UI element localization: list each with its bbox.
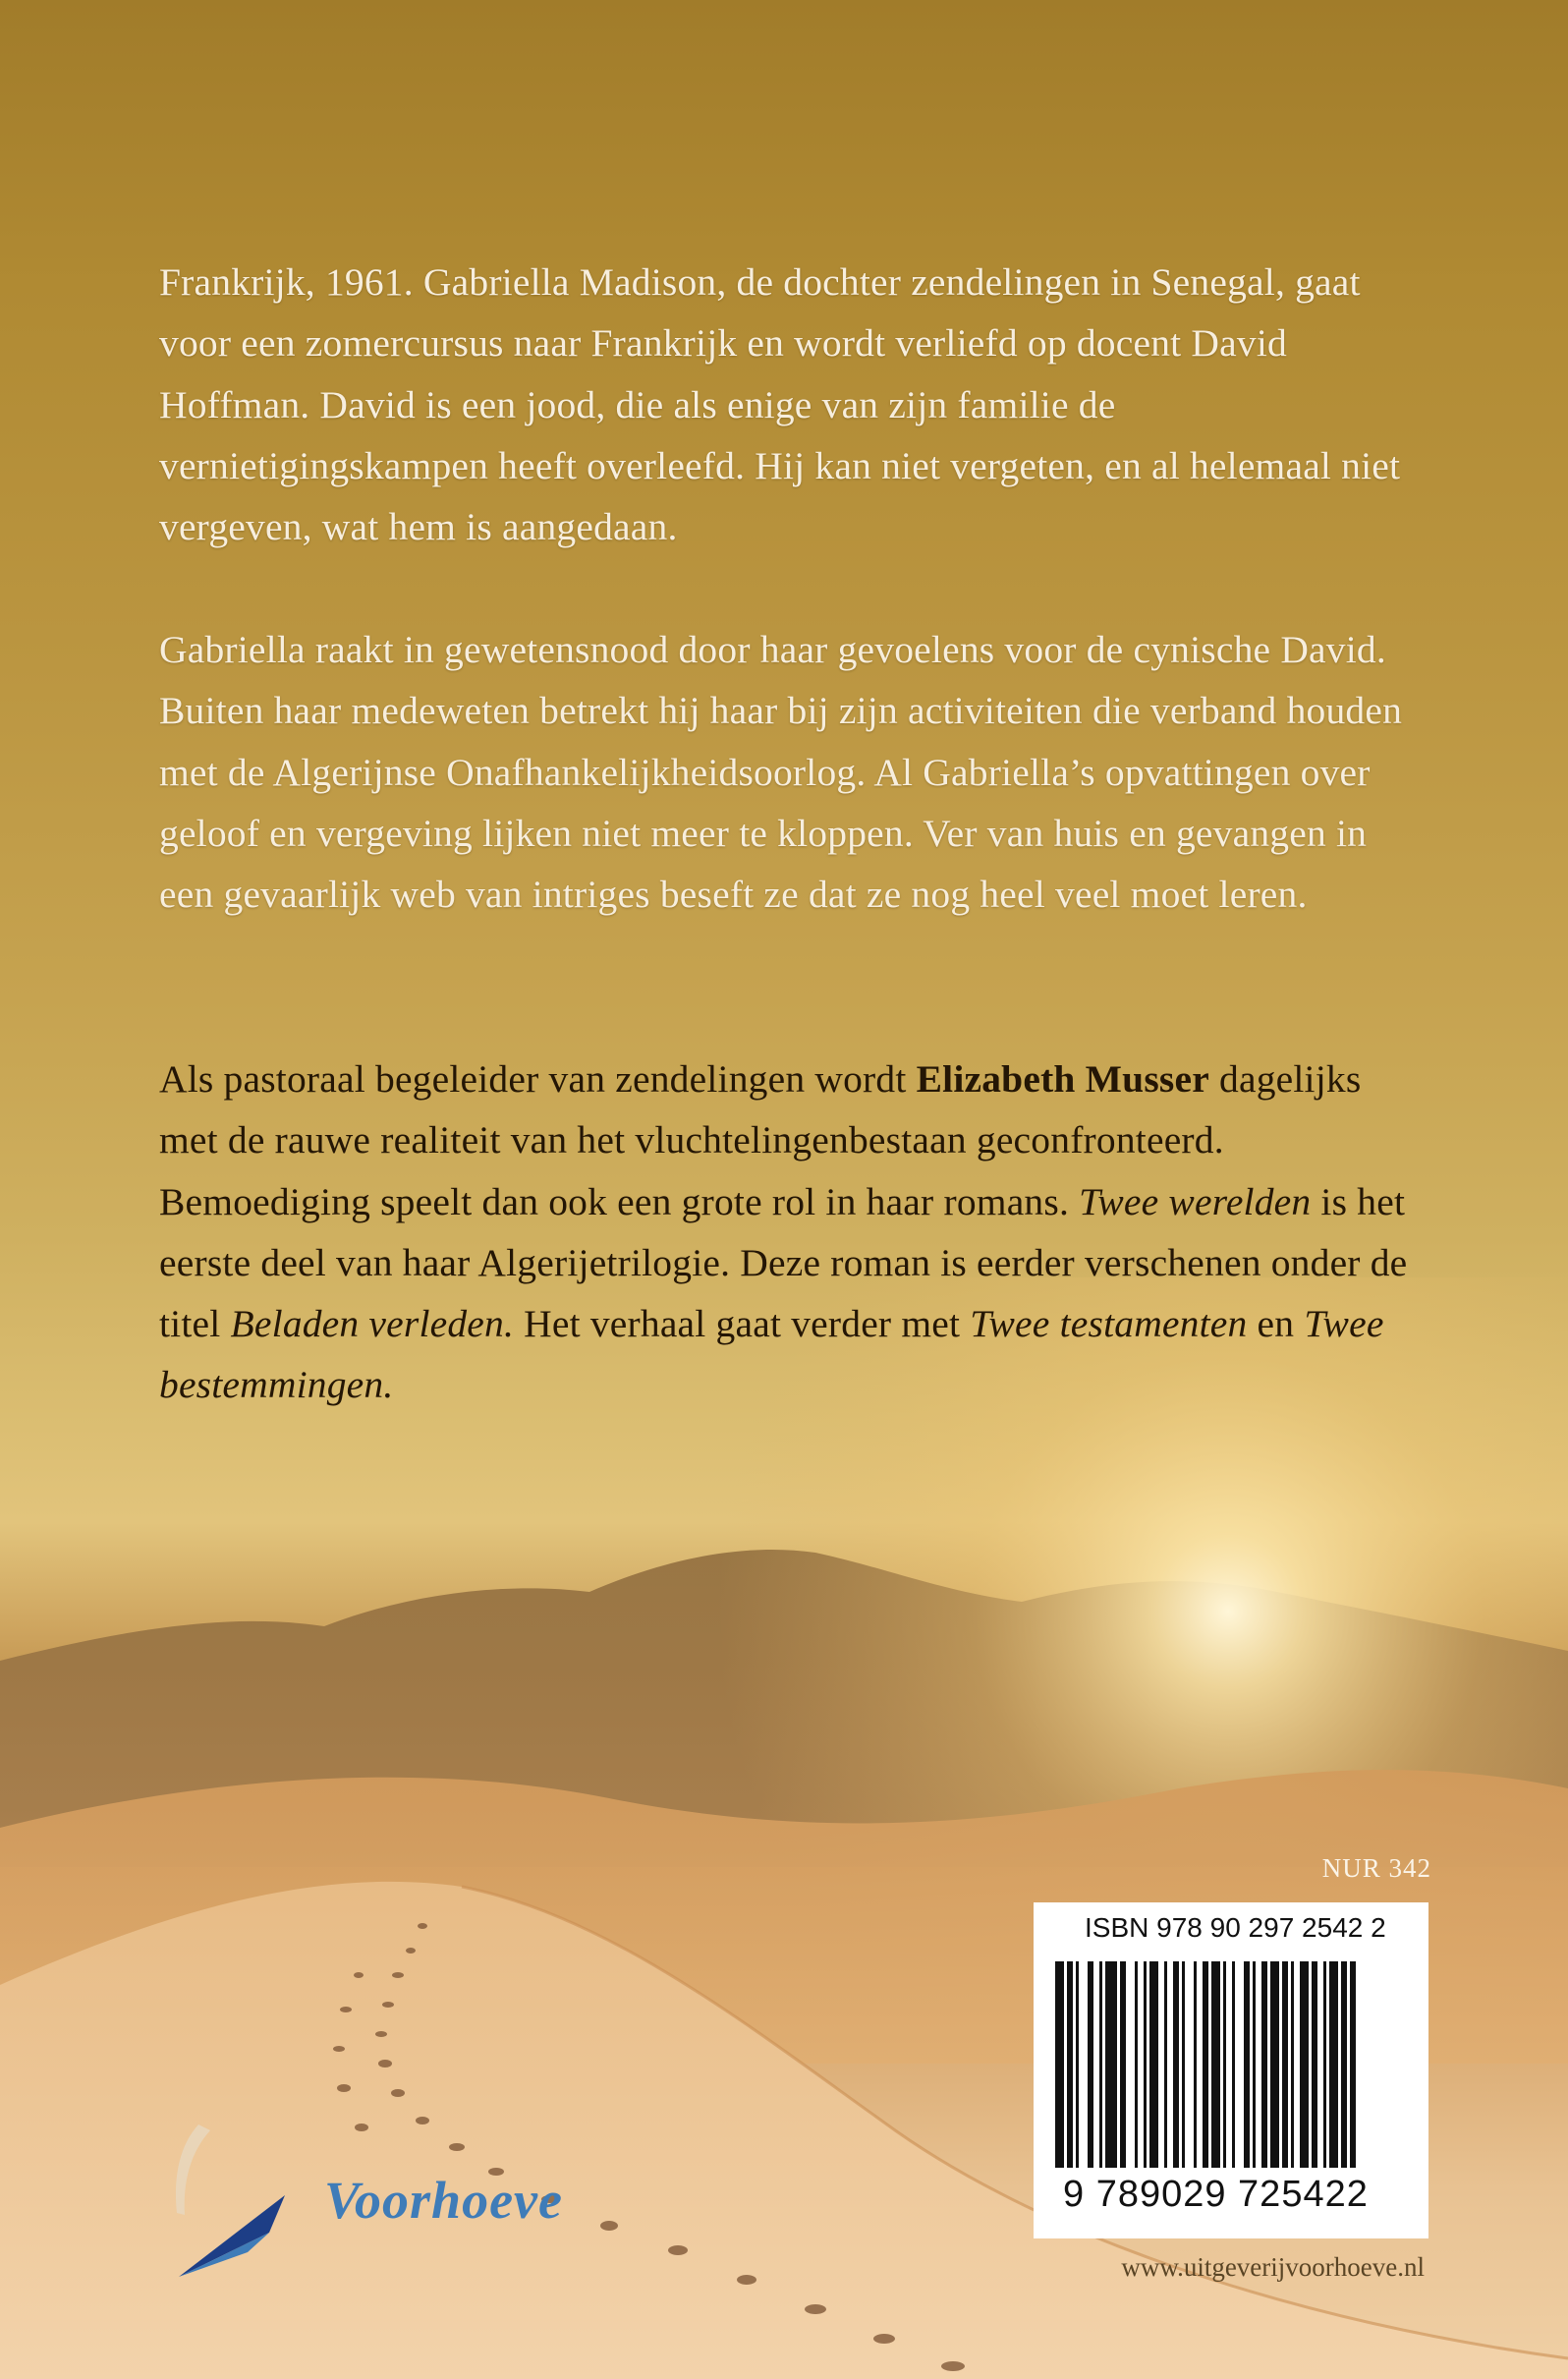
barcode-bar: [1323, 1961, 1326, 2168]
book-title: Beladen verleden.: [230, 1302, 515, 1346]
barcode-bar: [1300, 1961, 1309, 2168]
synopsis-paragraph-1: Frankrijk, 1961. Gabriella Madison, de dochter zendelingen in Senegal, gaat voor een zomercursus naar Frankrijk en wordt verliefd op docent David Hoffman. David is een jood, die als enige van zijn familie de vernietigingskampen heeft overleefd. Hij kan niet vergeten, en al helemaal niet vergeven, wat hem is aangedaan.: [159, 260, 1401, 549]
barcode-bar: [1223, 1961, 1226, 2168]
barcode-bar: [1149, 1961, 1158, 2168]
barcode-bar: [1173, 1961, 1179, 2168]
barcode-bar: [1291, 1961, 1294, 2168]
author-text: Het verhaal gaat verder met: [514, 1302, 971, 1346]
publisher-website: www.uitgeverijvoorhoeve.nl: [1121, 2252, 1425, 2282]
barcode-bar: [1194, 1961, 1197, 2168]
author-paragraph: [159, 1048, 1427, 1416]
barcode-bar: [1099, 1961, 1102, 2168]
barcode-bar: [1135, 1961, 1138, 2168]
publisher-name: Voorhoeve: [324, 2171, 563, 2230]
isbn: ISBN 978 90 297 2542 2: [1085, 1912, 1386, 1943]
nur-code: NUR 342: [1321, 1853, 1431, 1883]
barcode-bar: [1055, 1961, 1064, 2168]
barcode-bar: [1341, 1961, 1347, 2168]
author-text: is het eerste deel van haar Algerijetrilogie. Deze roman is eerder verschenen onder de titel: [159, 1179, 1408, 1346]
publisher-logo: [159, 2105, 631, 2292]
barcode-bar: [1312, 1961, 1317, 2168]
barcode-bar: [1164, 1961, 1167, 2168]
barcode-bar: [1088, 1961, 1093, 2168]
barcode-bar: [1350, 1961, 1356, 2168]
book-title: Twee bestemmingen.: [159, 1302, 1384, 1407]
author-text: Als pastoraal begeleider van zendelingen wordt: [159, 1057, 917, 1101]
barcode: [1055, 1961, 1409, 2168]
book-title: Twee testamenten: [970, 1302, 1248, 1346]
barcode-bar: [1329, 1961, 1338, 2168]
author-name: Elizabeth Musser: [916, 1057, 1209, 1101]
barcode-bar: [1067, 1961, 1073, 2168]
author-text: en: [1247, 1302, 1305, 1346]
barcode-bar: [1244, 1961, 1250, 2168]
barcode-bar: [1253, 1961, 1256, 2168]
barcode-bar: [1282, 1961, 1288, 2168]
barcode-bar: [1076, 1961, 1079, 2168]
barcode-number: 9 789029 725422: [1063, 2174, 1369, 2215]
barcode-bar: [1120, 1961, 1126, 2168]
barcode-bar: [1232, 1961, 1235, 2168]
barcode-bar: [1144, 1961, 1147, 2168]
barcode-bar: [1203, 1961, 1208, 2168]
barcode-bar: [1182, 1961, 1185, 2168]
barcode-bar: [1105, 1961, 1117, 2168]
book-title: Twee werelden: [1079, 1179, 1312, 1223]
barcode-bar: [1261, 1961, 1267, 2168]
synopsis-paragraph-2: Gabriella raakt in gewetensnood door haar gevoelens voor de cynische David. Buiten haar medeweten betrekt hij haar bij zijn activiteiten die verband houden met de Algerijnse Onafhankelijkheidsoorlog. Al Gabriella’s opvattingen over geloof en vergeving lijken niet meer te kloppen. Ver van huis en gevangen in een gevaarlijk web van intriges beseft ze dat ze nog heel veel moet leren.: [159, 628, 1403, 917]
logo-mark: [159, 2105, 326, 2292]
author-text: dagelijks met de rauwe realiteit van het vluchtelingenbestaan geconfronteerd. Bemoediging speelt dan ook een grote rol in haar romans.: [159, 1057, 1362, 1223]
barcode-bar: [1211, 1961, 1220, 2168]
barcode-bar: [1270, 1961, 1279, 2168]
barcode-box: [1034, 1902, 1428, 2238]
